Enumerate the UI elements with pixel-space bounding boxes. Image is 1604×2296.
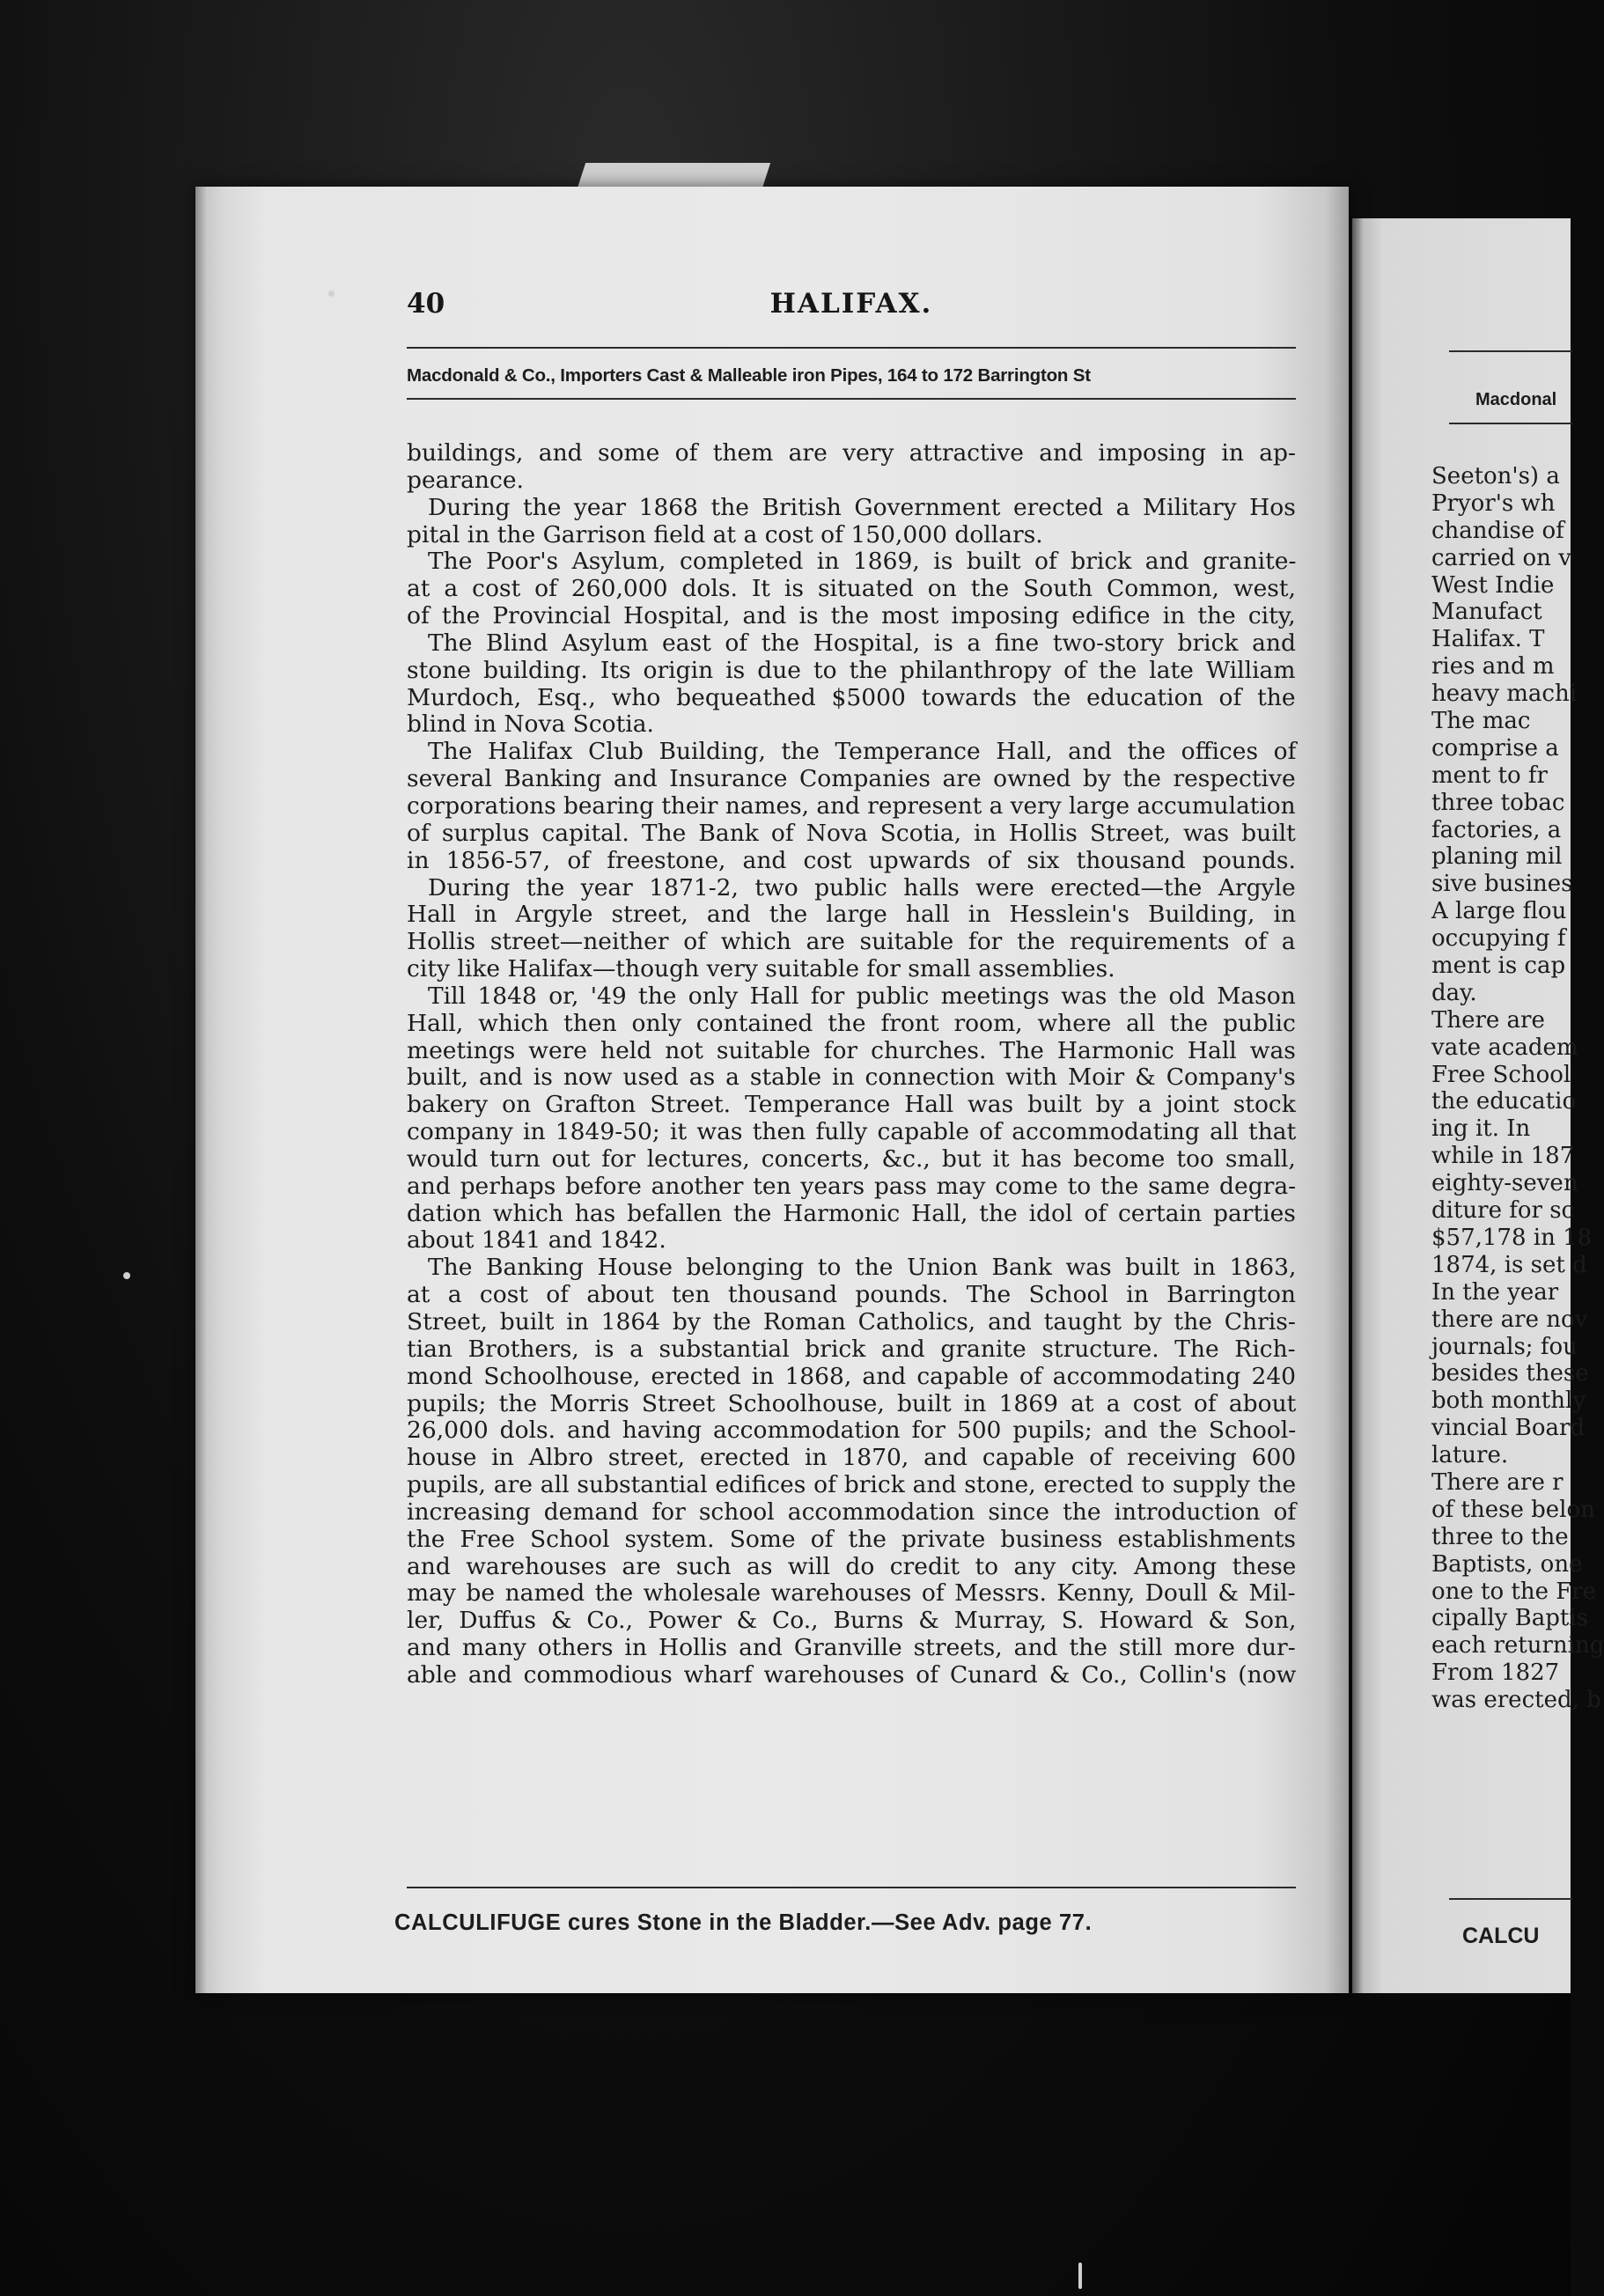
- page-edge: [195, 187, 208, 1993]
- right-page-text-line: factories, a: [1431, 816, 1562, 843]
- right-page-text-line: lature.: [1431, 1442, 1509, 1469]
- right-page-text-line: ing it. In: [1431, 1115, 1531, 1143]
- text-line: may be named the wholesale warehouses of Messrs. Kenny, Doull & Mil-: [407, 1579, 1296, 1608]
- text-line: pital in the Garrison field at a cost of 150,000 dollars.: [407, 520, 1043, 548]
- bottom-advertisement: CALCULIFUGE cures Stone in the Bladder.—See Adv. page 77.: [394, 1910, 1093, 1935]
- right-page-text-line: comprise a: [1431, 734, 1559, 762]
- right-page-text-line: sive busines: [1431, 871, 1573, 898]
- text-line: meetings were held not suitable for churches. The Harmonic Hall was: [407, 1036, 1296, 1064]
- text-line: and many others in Hollis and Granville streets, and the still more dur-: [407, 1634, 1296, 1662]
- right-page-text-line: three tobac: [1431, 789, 1565, 816]
- dust-speck: [1078, 2263, 1082, 2289]
- right-page-bottom-advertisement: CALCU: [1462, 1924, 1540, 1948]
- text-line: dation which has befallen the Harmonic Hall, the idol of certain parties: [407, 1199, 1296, 1227]
- right-page-text-line: the educatio: [1431, 1088, 1577, 1115]
- right-page-text-line: each returning: [1431, 1632, 1604, 1659]
- right-page-text-line: Seeton's) a: [1431, 463, 1560, 489]
- text-line: stone building. Its origin is due to the philanthropy of the late William: [407, 656, 1296, 684]
- text-line: The Blind Asylum east of the Hospital, is a fine two-story brick and: [428, 629, 1296, 657]
- text-line: would turn out for lectures, concerts, &c., but it has become too small,: [407, 1144, 1296, 1173]
- right-page-text-line: The mac: [1431, 708, 1531, 735]
- right-page-text-line: was erected, b: [1431, 1687, 1601, 1714]
- text-line: built, and is now used as a stable in connection with Moir & Company's: [407, 1063, 1296, 1092]
- text-line: mond Schoolhouse, erected in 1868, and capable of accommodating 240: [407, 1362, 1297, 1390]
- text-line: Street, built in 1864 by the Roman Catholics, and taught by the Chris-: [407, 1308, 1296, 1336]
- text-line: at a cost of 260,000 dols. It is situated on the South Common, west,: [407, 575, 1296, 603]
- right-page-text-line: heavy machi: [1431, 681, 1578, 708]
- right-page-text-line: cipally Baptis: [1431, 1605, 1588, 1632]
- text-line: During the year 1868 the British Government erected a Military Hos: [428, 493, 1296, 521]
- right-page: [1352, 218, 1604, 1993]
- right-page-text-line: journals; fou: [1431, 1333, 1578, 1360]
- right-page-text-line: both monthly: [1431, 1387, 1586, 1415]
- right-page-text-line: three to the: [1431, 1523, 1569, 1550]
- dust-speck: [328, 291, 335, 297]
- right-page-text-line: eighty-seven: [1431, 1170, 1578, 1197]
- text-line: Hall, which then only contained the front room, where all the public: [407, 1009, 1296, 1037]
- footer-rule: [407, 1887, 1296, 1888]
- text-line: pupils, are all substantial edifices of brick and stone, erected to supply the: [407, 1471, 1297, 1499]
- right-page-text-line: planing mil: [1431, 843, 1563, 871]
- text-line: several Banking and Insurance Companies are owned by the respective: [407, 765, 1296, 793]
- right-page-text-line: From 1827: [1431, 1659, 1560, 1687]
- text-line: buildings, and some of them are very attractive and imposing in ap-: [407, 439, 1296, 467]
- right-page-text-line: while in 187: [1431, 1143, 1575, 1170]
- right-page-text-line: besides these: [1431, 1360, 1589, 1387]
- right-page-advert-rule: [1449, 423, 1572, 424]
- text-line: 26,000 dols. and having accommodation for 500 pupils; and the School-: [407, 1417, 1297, 1445]
- body-text: [407, 440, 1296, 1689]
- text-line: During the year 1871-2, two public halls were erected—the Argyle: [428, 873, 1296, 901]
- right-page-text-line: chandise of: [1431, 517, 1564, 544]
- advert-rule: [407, 398, 1296, 400]
- text-line: company in 1849-50; it was then fully capable of accommodating all that: [407, 1118, 1297, 1146]
- text-line: Till 1848 or, '49 the only Hall for public meetings was the old Mason: [428, 982, 1296, 1010]
- text-line: Hall in Argyle street, and the large hall in Hesslein's Building, in: [407, 901, 1297, 929]
- text-line: able and commodious wharf warehouses of Cunard & Co., Collin's (now: [407, 1660, 1297, 1689]
- text-line: and perhaps before another ten years pass may come to the same degra-: [407, 1172, 1297, 1200]
- text-line: Murdoch, Esq., who bequeathed $5000 towards the education of the: [407, 683, 1296, 711]
- text-line: of the Provincial Hospital, and is the most imposing edifice in the city,: [407, 602, 1296, 630]
- text-line: corporations bearing their names, and represent a very large accumulation: [407, 791, 1296, 820]
- text-line: blind in Nova Scotia.: [407, 710, 654, 739]
- text-line: and warehouses are such as will do credit to any city. Among these: [407, 1552, 1297, 1580]
- text-line: bakery on Grafton Street. Temperance Hall was built by a joint stock: [407, 1091, 1296, 1119]
- right-page-text-line: of these belon: [1431, 1496, 1595, 1523]
- right-page-text-line: vincial Board: [1431, 1415, 1586, 1442]
- dust-speck: [123, 1272, 130, 1279]
- right-page-text: [1431, 463, 1604, 1714]
- page-header: [407, 288, 1296, 332]
- text-line: city like Halifax—though very suitable for small assemblies.: [407, 955, 1115, 983]
- right-page-text-line: In the year: [1431, 1278, 1559, 1306]
- running-title: HALIFAX.: [769, 288, 933, 320]
- right-page-text-line: $57,178 in 18: [1431, 1224, 1593, 1251]
- text-line: the Free School system. Some of the private business establishments: [407, 1525, 1296, 1553]
- right-page-text-line: ment to fr: [1431, 762, 1548, 789]
- text-line: of surplus capital. The Bank of Nova Scotia, in Hollis Street, was built: [407, 819, 1296, 847]
- right-page-text-line: ment is cap: [1431, 953, 1566, 980]
- right-page-text-line: Baptists, one: [1431, 1550, 1583, 1578]
- text-line: tian Brothers, is a substantial brick and granite structure. The Rich-: [407, 1335, 1296, 1363]
- text-line: about 1841 and 1842.: [407, 1226, 666, 1255]
- right-page-advertisement: Macdonal: [1475, 390, 1557, 409]
- text-line: house in Albro street, erected in 1870, and capable of receiving 600: [407, 1444, 1297, 1472]
- right-page-text-line: occupying f: [1431, 925, 1566, 953]
- right-page-text-line: A large flou: [1431, 898, 1567, 925]
- right-page-text-line: Pryor's wh: [1431, 489, 1556, 517]
- header-rule: [407, 347, 1296, 349]
- right-page-text-line: West Indie: [1431, 571, 1555, 599]
- right-page-text-line: 1874, is set d: [1431, 1251, 1587, 1278]
- text-line: increasing demand for school accommodation since the introduction of: [407, 1498, 1297, 1526]
- text-line: pearance.: [407, 466, 524, 494]
- text-line: The Poor's Asylum, completed in 1869, is built of brick and granite-: [428, 548, 1297, 576]
- text-line: ler, Duffus & Co., Power & Co., Burns & Murray, S. Howard & Son,: [407, 1607, 1297, 1635]
- text-line: pupils; the Morris Street Schoolhouse, built in 1869 at a cost of about: [407, 1389, 1297, 1417]
- right-page-text-line: There are: [1431, 1006, 1545, 1034]
- text-line: The Banking House belonging to the Union Bank was built in 1863,: [428, 1254, 1297, 1282]
- right-page-text-line: carried on v: [1431, 544, 1571, 571]
- right-page-footer-rule: [1449, 1898, 1572, 1900]
- right-page-text-line: There are r: [1431, 1468, 1564, 1496]
- text-line: at a cost of about ten thousand pounds. The School in Barrington: [407, 1281, 1296, 1309]
- right-page-text-line: there are nov: [1431, 1306, 1588, 1333]
- text-line: Hollis street—neither of which are suitable for the requirements of a: [407, 928, 1296, 956]
- right-page-text-line: Free School: [1431, 1061, 1571, 1088]
- right-page-text-line: Manufact: [1431, 599, 1542, 626]
- right-page-text-line: ries and m: [1431, 653, 1555, 681]
- top-advertisement: Macdonald & Co., Importers Cast & Malleable iron Pipes, 164 to 172 Barrington St: [407, 365, 1091, 386]
- page-number: 40: [407, 288, 445, 320]
- text-line: in 1856-57, of freestone, and cost upwards of six thousand pounds.: [407, 846, 1296, 874]
- right-page-text-line: Halifax. T: [1431, 626, 1545, 653]
- right-page-header-rule: [1449, 350, 1572, 352]
- text-line: The Halifax Club Building, the Temperance Hall, and the offices of: [428, 738, 1297, 766]
- right-page-text-line: vate academ: [1431, 1034, 1578, 1061]
- right-page-text-line: day.: [1431, 979, 1477, 1006]
- right-page-text-line: one to the Fre: [1431, 1578, 1597, 1605]
- right-page-text-line: diture for sc: [1431, 1197, 1575, 1225]
